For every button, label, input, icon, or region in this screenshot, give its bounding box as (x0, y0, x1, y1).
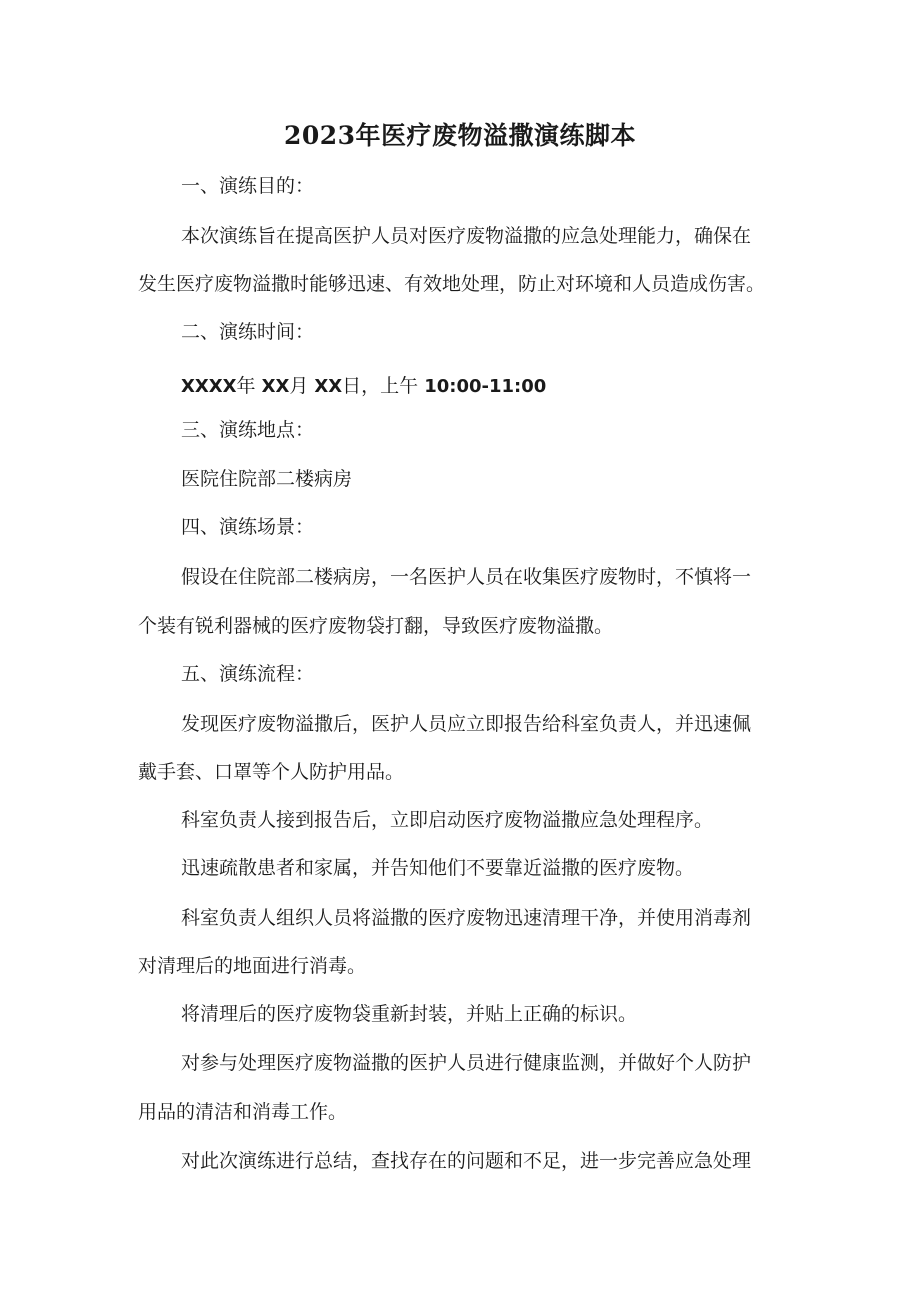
scenario-text-line1: 假设在住院部二楼病房，一名医护人员在收集医疗废物时，不慎将一 (181, 566, 752, 588)
time-year-unit: 年 (236, 375, 256, 397)
time-day: XX (314, 376, 343, 397)
process-step2: 科室负责人接到报告后，立即启动医疗废物溢撒应急处理程序。 (181, 809, 714, 831)
time-range: 10:00-11:00 (424, 376, 547, 397)
process-step1-line2: 戴手套、口罩等个人防护用品。 (138, 761, 405, 783)
time-year: XXXX (181, 376, 237, 397)
section-heading-process: 五、演练流程： (181, 663, 315, 685)
time-day-unit: 日，上午 (342, 375, 419, 397)
time-month-unit: 月 (289, 375, 309, 397)
process-step6-line1: 对参与处理医疗废物溢撒的医护人员进行健康监测，并做好个人防护 (181, 1052, 752, 1074)
section-heading-purpose: 一、演练目的： (181, 175, 315, 197)
process-step4-line1: 科室负责人组织人员将溢撒的医疗废物迅速清理干净，并使用消毒剂 (181, 907, 752, 929)
section-heading-scenario: 四、演练场景： (181, 516, 315, 538)
time-text (181, 371, 546, 402)
time-month: XX (261, 376, 290, 397)
section-heading-location: 三、演练地点： (181, 419, 315, 441)
purpose-text-line1: 本次演练旨在提高医护人员对医疗废物溢撒的应急处理能力，确保在 (181, 225, 752, 247)
scenario-text-line2: 个装有锐利器械的医疗废物袋打翻，导致医疗废物溢撒。 (138, 615, 614, 637)
section-heading-time: 二、演练时间： (181, 321, 315, 343)
process-step7-line1: 对此次演练进行总结，查找存在的问题和不足，进一步完善应急处理 (181, 1150, 752, 1172)
process-step5: 将清理后的医疗废物袋重新封装，并贴上正确的标识。 (181, 1003, 638, 1025)
purpose-text-line2: 发生医疗废物溢撒时能够迅速、有效地处理，防止对环境和人员造成伤害。 (138, 273, 766, 295)
process-step6-line2: 用品的清洁和消毒工作。 (138, 1101, 348, 1123)
process-step1-line1: 发现医疗废物溢撒后，医护人员应立即报告给科室负责人，并迅速佩 (181, 713, 752, 735)
process-step3: 迅速疏散患者和家属，并告知他们不要靠近溢撒的医疗废物。 (181, 857, 695, 879)
document-title: 2023年医疗废物溢撒演练脚本 (283, 121, 637, 150)
process-step4-line2: 对清理后的地面进行消毒。 (138, 955, 367, 977)
location-text: 医院住院部二楼病房 (181, 468, 353, 490)
